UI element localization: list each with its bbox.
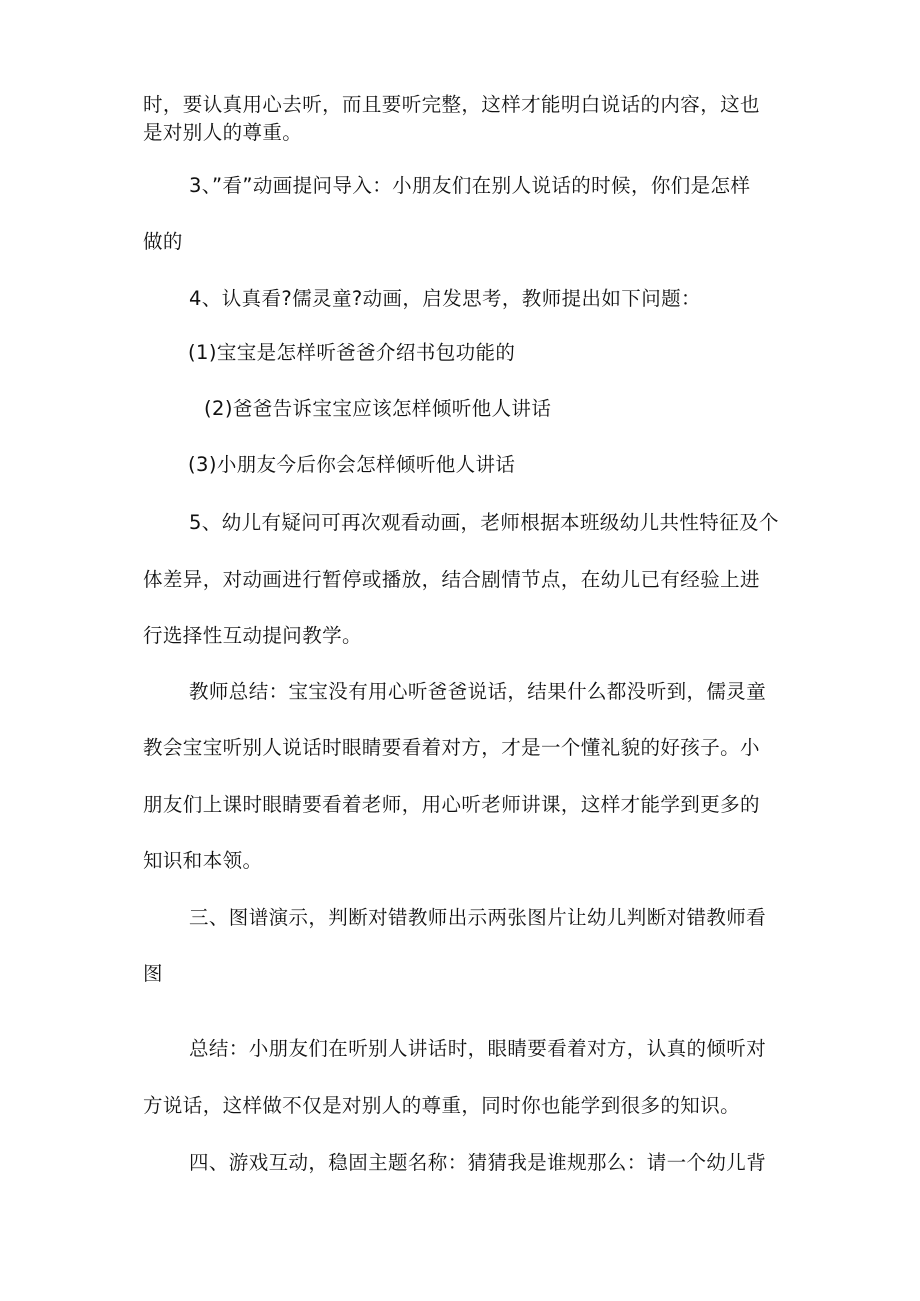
text-line: 朋友们上课时眼睛要看着老师，用心听老师讲课，这样才能学到更多的: [143, 793, 760, 816]
text-line: 做的: [143, 230, 183, 253]
text-line: 体差异，对动画进行暂停或播放，结合剧情节点，在幼儿已有经验上进: [143, 568, 760, 591]
text-line: 教师总结：宝宝没有用心听爸爸说话，结果什么都没听到，儒灵童: [189, 680, 767, 703]
text-line: 四、游戏互动，稳固主题名称：猜猜我是谁规那么：请一个幼儿背: [189, 1151, 767, 1174]
text-line: 5、幼儿有疑问可再次观看动画，老师根据本班级幼儿共性特征及个: [189, 511, 779, 534]
text-line: (2)爸爸告诉宝宝应该怎样倾听他人讲话: [204, 397, 552, 420]
text-line: 行选择性互动提问教学。: [143, 624, 362, 647]
text-line: 方说话，这样做不仅是对别人的尊重，同时你也能学到很多的知识。: [143, 1094, 741, 1117]
text-line: 时，要认真用心去听，而且要听完整，这样才能明白说话的内容，这也: [143, 93, 760, 116]
text-line: 图: [143, 962, 163, 985]
text-line: 总结：小朋友们在听别人讲话时，眼睛要看着对方，认真的倾听对: [189, 1037, 767, 1060]
text-line: 3、”看”动画提问导入：小朋友们在别人说话的时候，你们是怎样: [189, 174, 751, 197]
text-line: 知识和本领。: [143, 849, 263, 872]
text-line: 教会宝宝听别人说话时眼睛要看着对方，才是一个懂礼貌的好孩子。小: [143, 736, 760, 759]
text-line: 三、图谱演示，判断对错教师出示两张图片让幼儿判断对错教师看: [189, 906, 767, 929]
text-line: 是对别人的尊重。: [143, 121, 303, 144]
text-line: (1)宝宝是怎样听爸爸介绍书包功能的: [188, 341, 516, 364]
text-line: 4、认真看?儒灵童?动画，启发思考，教师提出如下问题：: [189, 287, 701, 310]
text-line: (3)小朋友今后你会怎样倾听他人讲话: [188, 453, 516, 476]
